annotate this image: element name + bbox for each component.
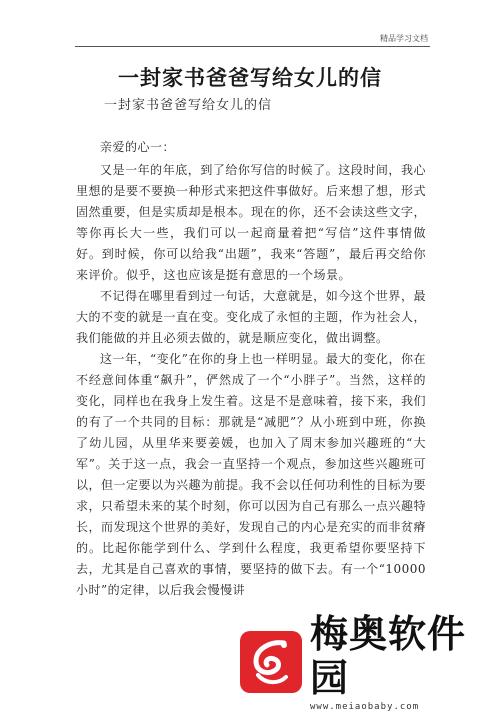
watermark-site-name: 梅奥软件园 (310, 612, 467, 700)
letter-paragraph: 这一年，“变化”在你的身上也一样明显。最大的变化，你在不经意间体重“飙升”，俨然成了一个“小胖子”。当然，这样的变化，同样也在我身上发生着。这是不是意味着，接下来，我们的有了一个共同的目标：那就是“减肥”？从小班到中班，你换了幼儿园，从里华来要姜媛，也加入了周末参加兴趣班的“大军”。关于这一点，我会一直坚持一个观点，参加这些兴趣班可以，但一定要以为兴趣为前提。我不会以任何功利性的目标为要求，只希望未来的某个时刻，你可以因为自己有那么一点兴趣特长，而发现这个世界的美好，发现自己的内心是充实的而非贫瘠的。比起你能学到什么、学到什么程度，我更希望你要坚持下去，尤其是自己喜欢的事情，要坚持的做下去。有一个“10000小时”的定律，以后我会慢慢讲 (76, 352, 427, 597)
watermark-url: www.meiaobaby.com (310, 702, 420, 712)
header-label: 精品学习文档 (380, 34, 428, 43)
letter-greeting: 亲爱的心一： (100, 140, 176, 154)
document-subtitle: 一封家书爸爸写给女儿的信 (104, 98, 273, 113)
header-rule (75, 46, 430, 47)
letter-body (76, 137, 426, 601)
document-title: 一封家书爸爸写给女儿的信 (118, 65, 382, 90)
letter-paragraph: 又是一年的年底，到了给你写信的时候了。这段时间，我心里想的是要不要换一种形式来把这件事做好。后来想了想，形式固然重要，但是实质却是根本。现在的你，还不会读这些文字，等你再长大一些，我们可以一起商量着把“写信”这件事情做好。到时候，你可以给我“出题”，我来“答题”，最后再交给你来评价。似乎，这也应该是挺有意思的一个场景。 (76, 163, 427, 282)
site-watermark (240, 612, 492, 712)
dragon-logo-icon (240, 631, 302, 693)
letter-paragraph: 不记得在哪里看到过一句话，大意就是，如今这个世界，最大的不变的就是一直在变。变化成了永恒的主题，作为社会人，我们能做的并且必须去做的，就是顺应变化，做出调整。 (76, 289, 427, 345)
